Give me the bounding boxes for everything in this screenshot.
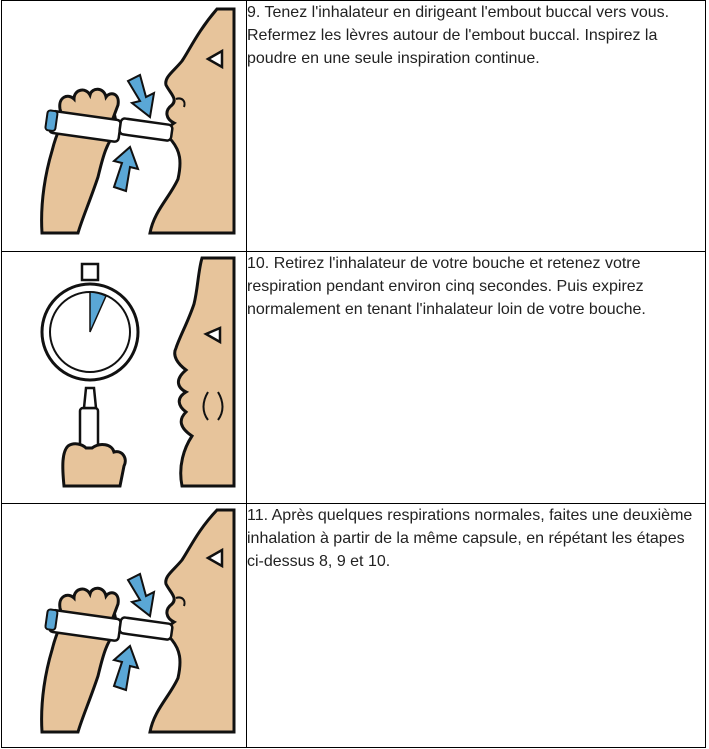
step-11-text: 11. Après quelques respirations normales, faites une deuxième inhalation à partir de la même capsule, en répétant les étapes ci-dessus 8, 9 et 10. bbox=[247, 504, 706, 748]
face-profile bbox=[150, 510, 234, 732]
inhaler-mouthpiece bbox=[119, 617, 173, 640]
inhaler-mouthpiece bbox=[84, 388, 96, 408]
up-arrow-icon bbox=[114, 147, 138, 191]
up-arrow-icon bbox=[114, 646, 138, 690]
inhaler-mouthpiece bbox=[119, 118, 173, 141]
step-9-illustration-cell bbox=[2, 1, 247, 252]
hand bbox=[63, 444, 125, 486]
step-row-9 bbox=[2, 1, 706, 252]
step-row-10 bbox=[2, 252, 706, 504]
instructions-table bbox=[1, 0, 706, 748]
step-9-text: 9. Tenez l'inhalateur en dirigeant l'embout buccal vers vous. Refermez les lèvres autour de l'embout buccal. Inspirez la poudre en une seule inspiration continue. bbox=[247, 1, 706, 252]
step-10-illustration-cell bbox=[2, 252, 247, 504]
down-arrow-icon bbox=[128, 574, 154, 616]
step-10-text: 10. Retirez l'inhalateur de votre bouche et retenez votre respiration pendant environ cinq secondes. Puis expirez normalement en tenant l'inhalateur loin de votre bouche. bbox=[247, 252, 706, 504]
stopwatch-button bbox=[82, 264, 98, 280]
inhaler-in-mouth-illustration bbox=[2, 1, 246, 251]
face-profile bbox=[175, 258, 234, 486]
face-profile bbox=[150, 9, 234, 233]
hold-breath-stopwatch-illustration bbox=[2, 252, 246, 503]
inhaler-cap bbox=[45, 110, 58, 131]
step-11-illustration-cell bbox=[2, 504, 247, 748]
step-row-11 bbox=[2, 504, 706, 748]
inhaler-cap bbox=[45, 609, 58, 630]
down-arrow-icon bbox=[128, 75, 154, 117]
inhaler-in-mouth-illustration bbox=[2, 504, 246, 747]
